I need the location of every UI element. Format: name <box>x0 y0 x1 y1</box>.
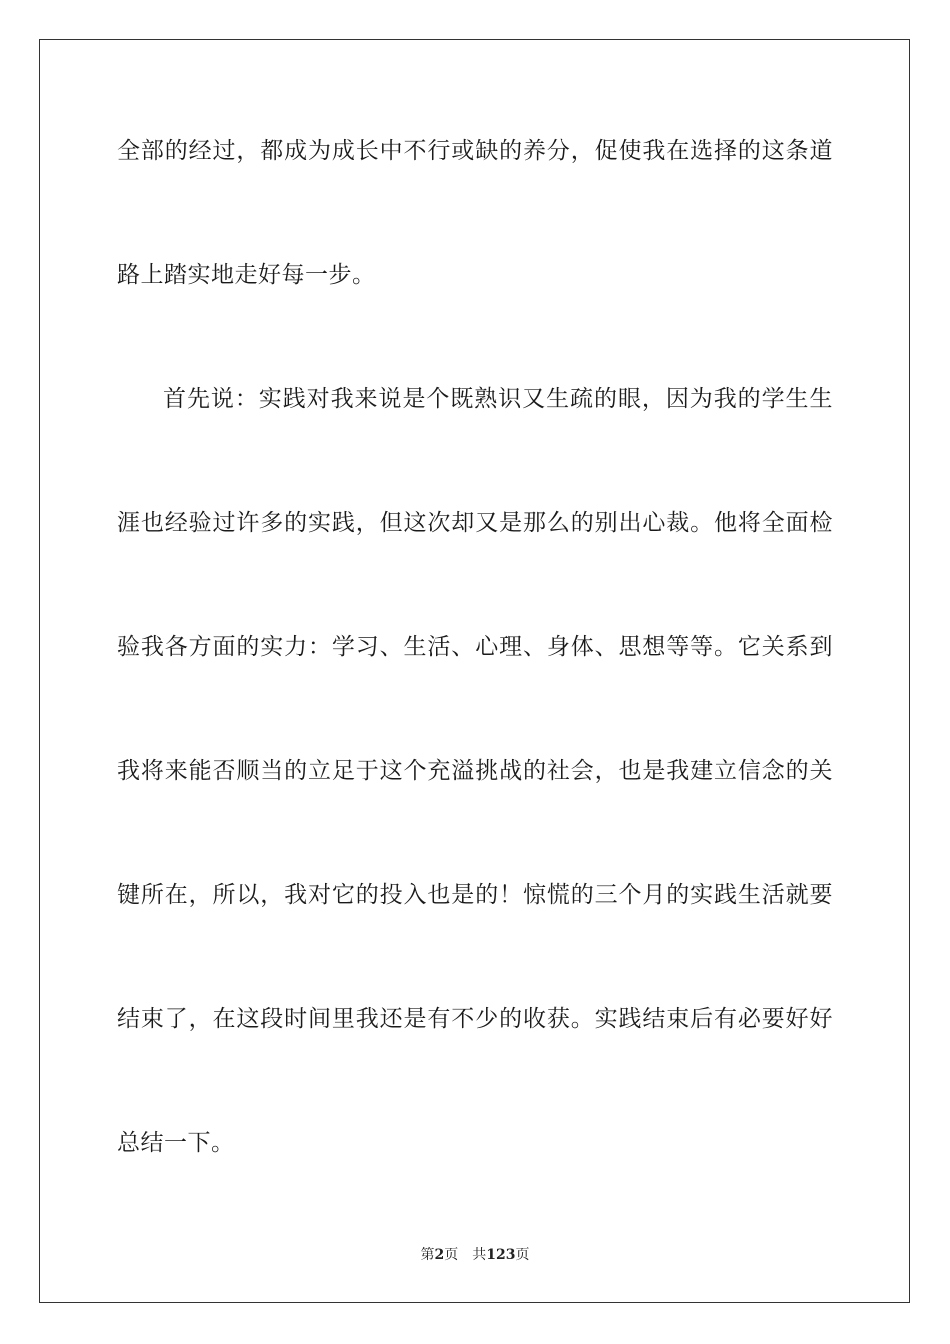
total-prefix: 共 <box>472 1247 487 1263</box>
total-suffix: 页 <box>515 1247 530 1263</box>
text-line-1: 全部的经过，都成为成长中不行或缺的养分，促使我在选择的这条道 <box>117 138 833 164</box>
page-border <box>39 39 910 1303</box>
page-number: 2 <box>434 1247 445 1263</box>
text-line-3: 首先说：实践对我来说是个既熟识又生疏的眼，因为我的学生生 <box>163 386 833 412</box>
text-line-2: 路上踏实地走好每一步。 <box>117 262 376 288</box>
page-suffix: 页 <box>444 1247 459 1263</box>
text-line-4: 涯也经验过许多的实践，但这次却又是那么的别出心裁。他将全面检 <box>117 510 833 536</box>
text-line-5: 验我各方面的实力：学习、生活、心理、身体、思想等等。它关系到 <box>117 634 833 660</box>
text-line-8: 结束了，在这段时间里我还是有不少的收获。实践结束后有必要好好 <box>117 1006 833 1032</box>
text-line-9: 总结一下。 <box>117 1130 235 1156</box>
text-line-7: 键所在，所以，我对它的投入也是的！惊慌的三个月的实践生活就要 <box>117 882 833 908</box>
page-prefix: 第 <box>420 1247 435 1263</box>
total-pages: 123 <box>486 1247 516 1263</box>
page-footer <box>0 1246 950 1264</box>
text-line-6: 我将来能否顺当的立足于这个充溢挑战的社会，也是我建立信念的关 <box>117 758 833 784</box>
